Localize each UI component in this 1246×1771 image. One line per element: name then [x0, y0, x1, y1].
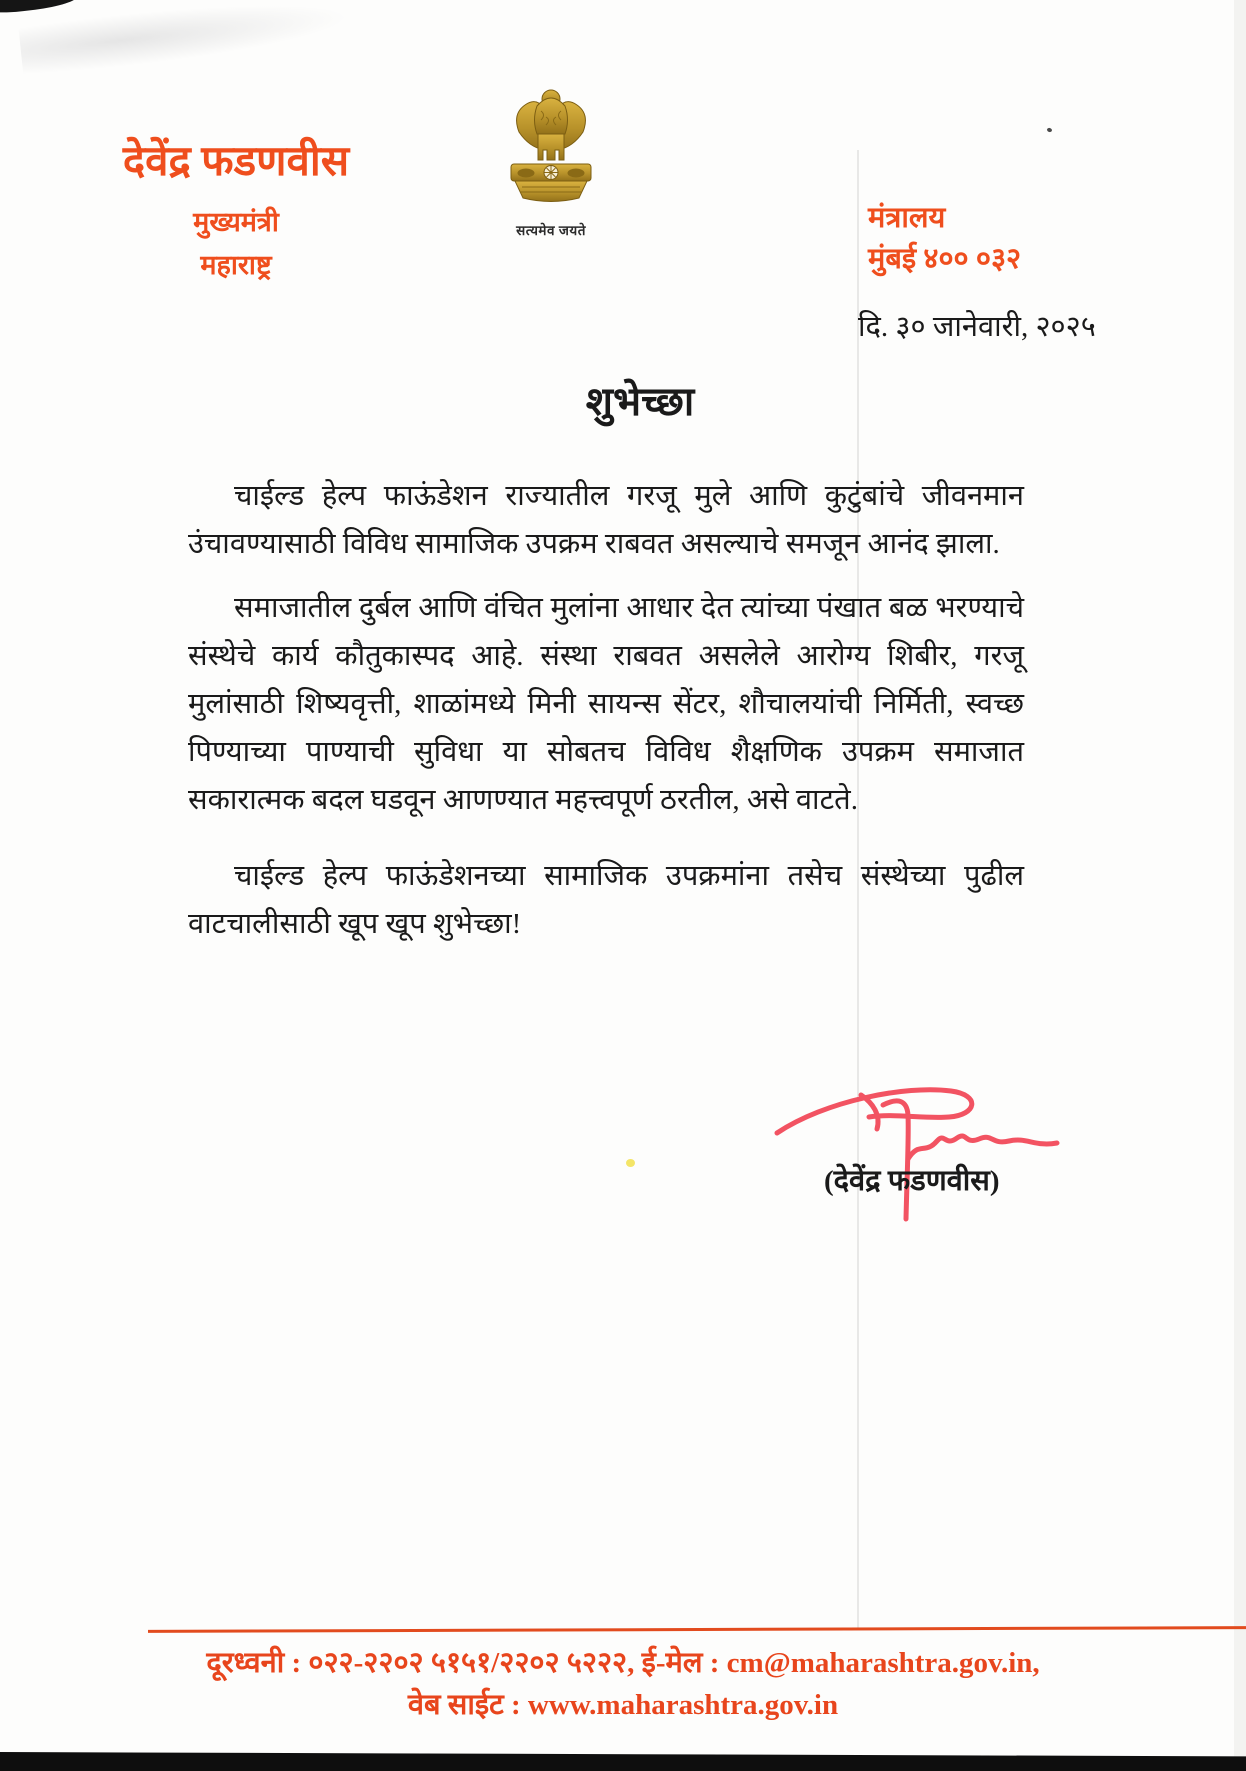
- signatory-name: (देवेंद्र फडणवीस): [824, 1165, 1000, 1197]
- sender-role: मुख्यमंत्री: [193, 207, 279, 238]
- scan-yellow-dot: [626, 1159, 635, 1167]
- letterhead-identity: [100, 138, 372, 282]
- paragraph-1: चाईल्ड हेल्प फाऊंडेशन राज्यातील गरजू मुले आणि कुटुंबांचे जीवनमान उंचावण्यासाठी विविध सामाजिक उपक्रम राबवत असल्याचे समजून आनंद झाला.: [188, 480, 1024, 560]
- footer-divider: [148, 1626, 1246, 1633]
- paragraph-3: चाईल्ड हेल्प फाऊंडेशनच्या सामाजिक उपक्रमांना तसेच संस्थेच्या पुढील वाटचालीसाठी खूप खूप शुभेच्छा!: [188, 860, 1024, 940]
- footer-website: वेब साईट : www.maharashtra.gov.in: [407, 1689, 839, 1721]
- office-name: मंत्रालय: [868, 202, 946, 234]
- scan-speck: [1046, 127, 1052, 132]
- emblem-motto: सत्यमेव जयते: [516, 223, 586, 238]
- signature-handwriting: [765, 1075, 1075, 1225]
- office-city: मुंबई ४०० ०३२: [868, 243, 1022, 275]
- scan-smudge: [18, 0, 352, 77]
- scan-right-edge: [1234, 0, 1246, 1771]
- lion-capital-emblem-icon: [499, 199, 603, 216]
- letter-date: दि. ३० जानेवारी, २०२५: [858, 311, 1096, 343]
- footer-contact: [23, 1642, 1223, 1726]
- scan-corner-mark: [0, 0, 79, 16]
- letter-subject: शुभेच्छा: [585, 379, 695, 424]
- letter-body: [188, 472, 1024, 948]
- sender-region: महाराष्ट्र: [200, 250, 272, 281]
- paragraph-2: समाजातील दुर्बल आणि वंचित मुलांना आधार देत त्यांच्या पंखात बळ भरण्याचे संस्थेचे कार्य कौतुकास्पद आहे. संस्था राबवत असलेले आरोग्य शिबीर, गरजू मुलांसाठी शिष्यवृत्ती, शाळांमध्ये मिनी सायन्स सेंटर, शौचालयांची निर्मिती, स्वच्छ पिण्याच्या पाण्याची सुविधा या सोबतच विविध शैक्षणिक उपक्रम समाजात सकारात्मक बदल घडवून आणण्यात महत्त्वपूर्ण ठरतील, असे वाटते.: [188, 592, 1024, 816]
- footer-phone-email: दूरध्वनी : ०२२-२२०२ ५१५१/२२०२ ५२२२, ई-मेल : cm@maharashtra.gov.in,: [206, 1647, 1040, 1679]
- sender-name: देवेंद्र फडणवीस: [122, 139, 350, 185]
- national-emblem: [496, 86, 606, 239]
- office-address: [868, 198, 1021, 280]
- scan-bottom-bar: [0, 1752, 1246, 1771]
